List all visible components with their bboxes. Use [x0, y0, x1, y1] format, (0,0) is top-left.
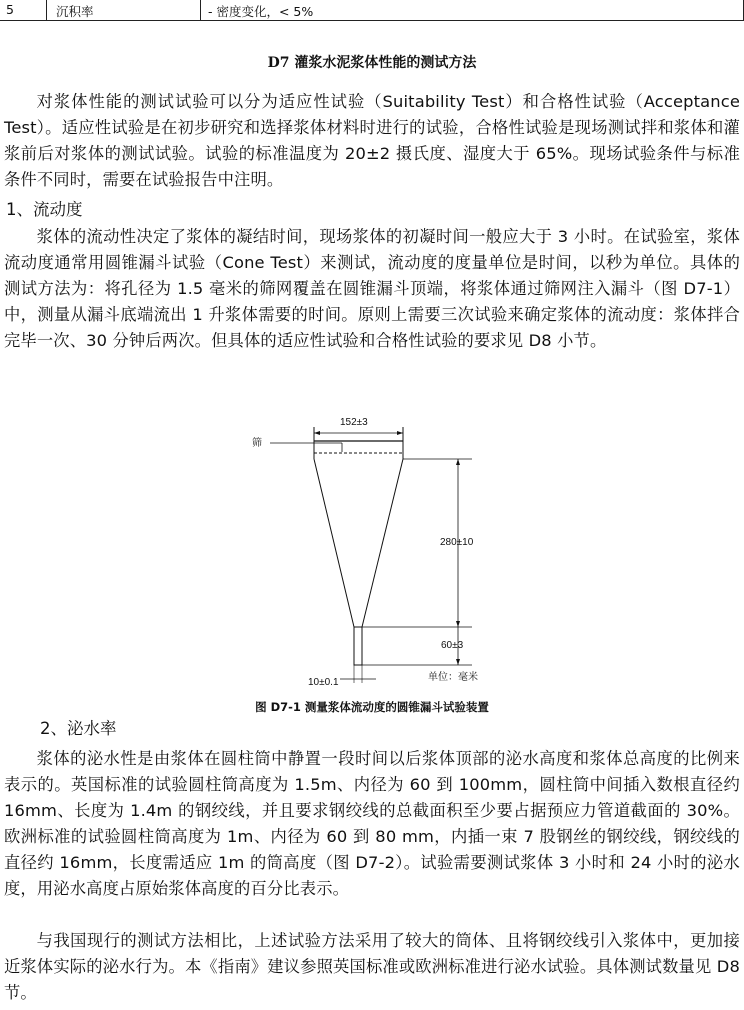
intro-paragraph: 对浆体性能的测试试验可以分为适应性试验（Suitability Test）和合格性试验（Acceptance Test）。适应性试验是在初步研究和选择浆体材料时进行的试验，合格性试验是现场测试拌和浆体和灌浆前后对浆体的测试试验。试验的标准温度为 20±2 摄氏度、湿度大于 65%。现场试验条件与标准条件不同时，需要在试验报告中注明。 [4, 92, 740, 189]
row-property: 沉积率 [56, 4, 94, 19]
tube-dim-label: 60±3 [441, 640, 464, 651]
spec-table-row [0, 0, 744, 21]
unit-label: 单位：毫米 [428, 672, 478, 683]
cone-left-slope [314, 459, 354, 627]
fluidity-paragraph: 浆体的流动性决定了浆体的凝结时间，现场浆体的初凝时间一般应大于 3 小时。在试验室，浆体流动度通常用圆锥漏斗试验（Cone Test）来测试，流动度的度量单位是时间，以秒为单位。具体的测试方法为：将孔径为 1.5 毫米的筛网覆盖在圆锥漏斗顶端，将浆体通过筛网注入漏斗（图 D7-1）中，测量从漏斗底端流出 1 升浆体需要的时间。原则上需要三次试验来确定浆体的流动度：浆体拌合完毕一次、30 分钟后两次。但具体的适应性试验和合格性试验的要求见 D8 小节。 [4, 227, 740, 350]
outlet-dim-label: 10±0.1 [308, 677, 339, 688]
section-title: D7 灌浆水泥浆体性能的测试方法 [267, 55, 477, 71]
heading-bleeding: 2、泌水率 [40, 719, 117, 738]
cone-dim-label: 280±10 [440, 537, 474, 548]
figure-cone-funnel [0, 395, 744, 725]
row-index: 5 [6, 2, 14, 17]
arrowhead [456, 459, 460, 465]
arrowhead [456, 659, 460, 665]
figure-caption: 图 D7-1 测量浆体流动度的圆锥漏斗试验装置 [255, 700, 489, 714]
comparison-paragraph: 与我国现行的测试方法相比，上述试验方法采用了较大的筒体、且将钢绞线引入浆体中，更加接近浆体实际的泌水行为。本《指南》建议参照英国标准或欧洲标准进行泌水试验。具体测试数量见 D8 节。 [4, 931, 740, 1002]
outlet-tube [354, 627, 362, 665]
table-divider [46, 0, 47, 20]
arrowhead [314, 431, 320, 435]
cone-funnel-diagram [0, 395, 744, 725]
arrowhead [456, 621, 460, 627]
table-divider [200, 0, 201, 20]
screen-label: 筛 [252, 438, 262, 449]
cone-right-slope [362, 459, 403, 627]
top-dim-label: 152±3 [340, 417, 368, 428]
bleeding-paragraph: 浆体的泌水性是由浆体在圆柱筒中静置一段时间以后浆体顶部的泌水高度和浆体总高度的比例来表示的。英国标准的试验圆柱筒高度为 1.5m、内径为 60 到 100mm，圆柱筒中间插入数根直径约 16mm、长度为 1.4m 的钢绞线，并且要求钢绞线的总截面积至少要占据预应力管道截面的 30%。欧洲标准的试验圆柱筒高度为 1m、内径为 60 到 80 mm，内插一束 7 股钢丝的钢绞线，钢绞线的直径约 16mm，长度需适应 1m 的筒高度（图 D7-2）。试验需要测试浆体 3 小时和 24 小时的泌水度，用泌水高度占原始浆体高度的百分比表示。 [4, 749, 740, 898]
arrowhead [397, 431, 403, 435]
heading-fluidity: 1、流动度 [6, 200, 83, 219]
row-requirement: - 密度变化，< 5% [208, 4, 314, 19]
